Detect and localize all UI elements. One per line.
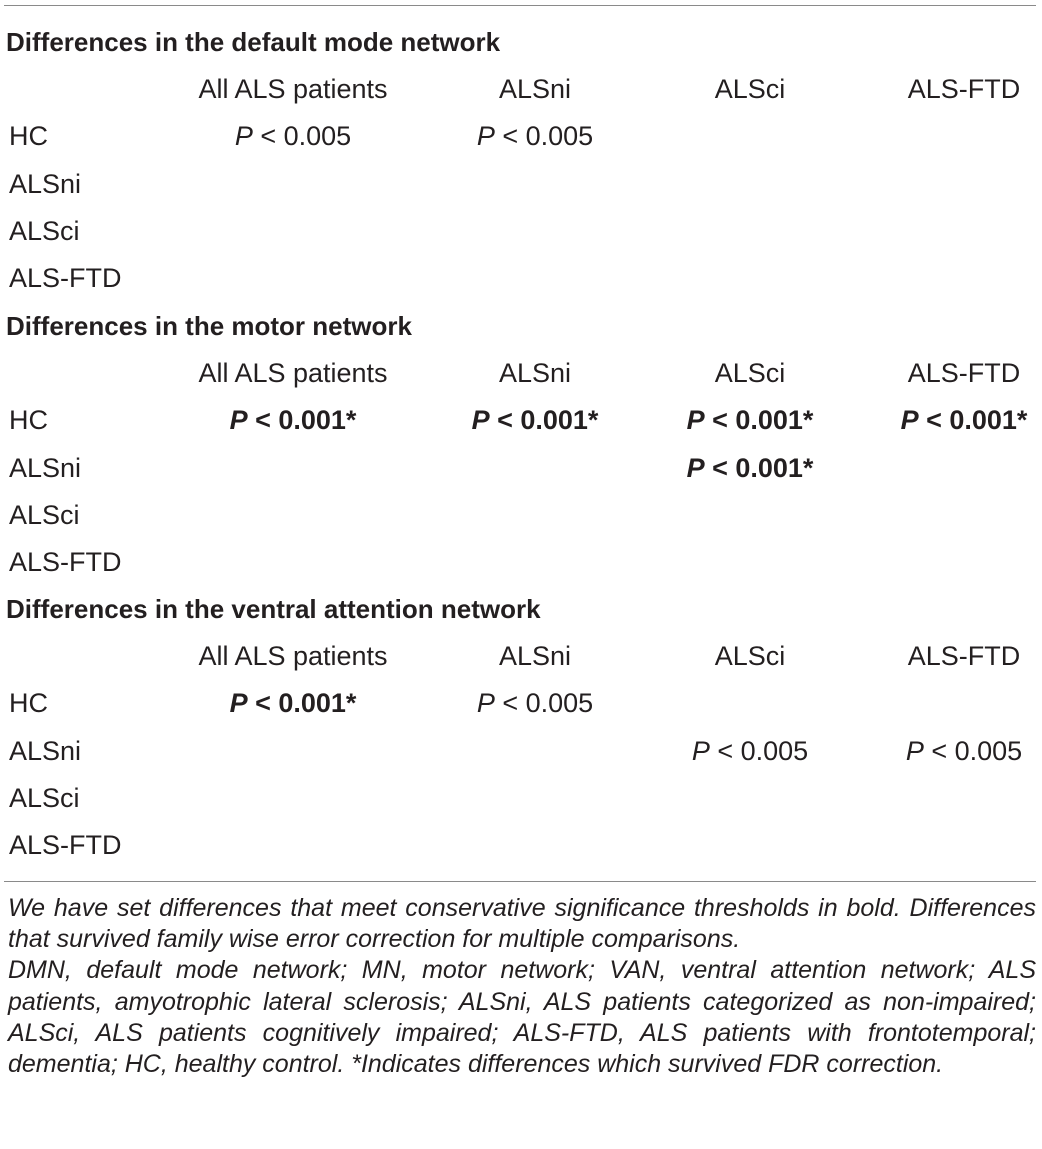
column-header-row	[0, 71, 1042, 107]
p-symbol: P	[691, 735, 710, 766]
column-header: ALS-FTD	[907, 74, 1021, 104]
p-symbol: P	[229, 405, 248, 436]
column-header: All ALS patients	[198, 358, 388, 388]
row-label: HC	[9, 688, 48, 719]
section-title: Differences in the motor network	[6, 311, 412, 341]
row-label: ALS-FTD	[9, 830, 122, 861]
table-row	[0, 118, 1042, 154]
column-header: ALS-FTD	[907, 641, 1021, 671]
row-label: ALSci	[9, 215, 80, 246]
table-row	[0, 497, 1042, 533]
p-symbol: P	[686, 405, 705, 436]
column-header: ALSci	[714, 641, 786, 671]
p-threshold: < 0.005	[923, 735, 1023, 766]
table-row	[0, 260, 1042, 296]
footnote-abbreviations: DMN, default mode network; MN, motor network; VAN, ventral attention network; ALS patients, amyotrophic lateral sclerosis; ALSni, ALS patients categorized as non-impaired; ALSci, ALS patients cognitively impaired; ALS-FTD, ALS patients with frontotemporal; dementia; HC, healthy control. *Indicates differences which survived FDR correction.	[8, 956, 1036, 1079]
column-header: ALSni	[498, 74, 572, 104]
column-header: All ALS patients	[198, 641, 388, 671]
table-row	[0, 780, 1042, 816]
top-rule	[4, 5, 1036, 6]
table-row	[0, 166, 1042, 202]
column-header: All ALS patients	[198, 74, 388, 104]
significant-p-value	[472, 402, 599, 438]
p-symbol: P	[686, 452, 705, 483]
p-threshold: < 0.001*	[704, 452, 814, 483]
footnote-significance: We have set differences that meet conservative significance thresholds in bold. Differences that survived family wise error correction for multiple comparisons.	[8, 894, 1036, 954]
column-header: ALSci	[714, 74, 786, 104]
significant-p-value	[687, 450, 814, 486]
significant-p-value	[687, 402, 814, 438]
significant-p-value	[230, 402, 357, 438]
p-symbol: P	[476, 688, 495, 719]
table-row	[0, 685, 1042, 721]
row-label: HC	[9, 405, 48, 436]
p-threshold: < 0.005	[494, 121, 594, 152]
p-symbol: P	[229, 688, 248, 719]
p-value	[692, 733, 808, 769]
table-row	[0, 544, 1042, 580]
p-value	[235, 118, 351, 154]
column-header-row	[0, 638, 1042, 674]
p-threshold: < 0.001*	[918, 405, 1028, 436]
p-symbol: P	[234, 121, 253, 152]
table-footnote	[8, 893, 1036, 1080]
row-label: ALSni	[9, 168, 82, 199]
row-label: ALS-FTD	[9, 547, 122, 578]
significant-p-value	[230, 685, 357, 721]
p-value	[477, 118, 593, 154]
row-label: HC	[9, 121, 48, 152]
row-label: ALSni	[9, 452, 82, 483]
p-symbol: P	[905, 735, 924, 766]
section-title: Differences in the ventral attention network	[6, 594, 541, 624]
p-symbol: P	[471, 405, 490, 436]
row-label: ALSci	[9, 782, 80, 813]
column-header: ALSni	[498, 641, 572, 671]
p-value	[477, 685, 593, 721]
table-row	[0, 402, 1042, 438]
significant-p-value	[901, 402, 1028, 438]
p-symbol: P	[900, 405, 919, 436]
table-row	[0, 827, 1042, 863]
table-row	[0, 213, 1042, 249]
p-symbol: P	[476, 121, 495, 152]
table-row	[0, 450, 1042, 486]
column-header: ALSci	[714, 358, 786, 388]
row-label: ALS-FTD	[9, 263, 122, 294]
column-header: ALS-FTD	[907, 358, 1021, 388]
table-row	[0, 733, 1042, 769]
row-label: ALSci	[9, 499, 80, 530]
p-value	[906, 733, 1022, 769]
p-threshold: < 0.005	[709, 735, 809, 766]
section-title: Differences in the default mode network	[6, 27, 501, 57]
p-threshold: < 0.001*	[247, 405, 357, 436]
column-header-row	[0, 355, 1042, 391]
p-threshold: < 0.005	[494, 688, 594, 719]
footnote-rule	[4, 881, 1036, 882]
p-threshold: < 0.001*	[489, 405, 599, 436]
p-threshold: < 0.001*	[704, 405, 814, 436]
p-threshold: < 0.005	[252, 121, 352, 152]
column-header: ALSni	[498, 358, 572, 388]
p-threshold: < 0.001*	[247, 688, 357, 719]
row-label: ALSni	[9, 735, 82, 766]
